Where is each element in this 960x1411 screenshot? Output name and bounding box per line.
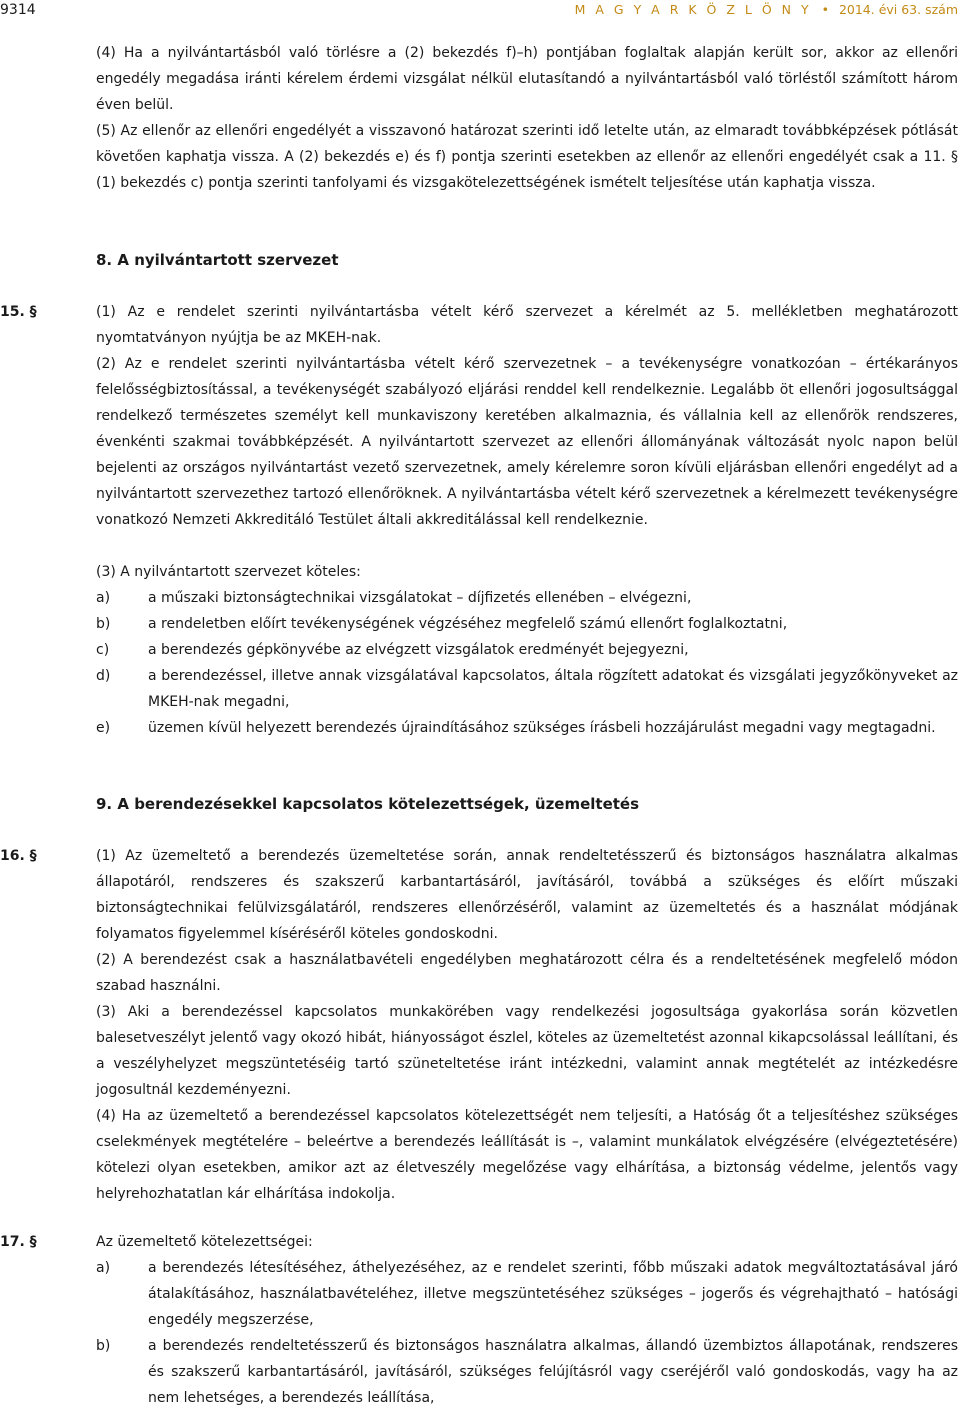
page-number: 9314	[0, 2, 36, 18]
page-header	[0, 0, 960, 24]
running-header	[575, 0, 958, 20]
s17-list-item: b) a berendezés rendeltetésszerű és biztonságos használatra alkalmas, állandó üzembiztos állapotának, rendszeres és szakszerű karbantartásáról, javításáról, szükséges felújításról vagy cseréjéről való gondoskodás, vagy ha az nem lehetséges, a berendezés leállítása,	[96, 1338, 958, 1406]
s15-paragraph-2: (2) Az e rendelet szerinti nyilvántartásba vételt kérő szervezetnek – a tevékenységre vonatkozóan – értékarányos felelősségbiztosítással, a tevékenységét szabályozó eljárási renddel kell rendelkeznie. Legalább öt ellenőri jogosultsággal rendelkező természetes személyt kell munkaviszony keretében alkalmaznia, és vállalnia kell az ellenőrök rendszeres, évenkénti szakmai továbbképzését. A nyilvántartott szervezet az ellenőri állományának változását nyolc napon belül bejelenti az országos nyilvántartást vezető szervezetnek, amely kérelemre soron kívüli eljárásban ellenőri engedélyt ad a nyilvántartott szervezethez tartozó ellenőröknek. A nyilvántartásba vételt kérő szervezetnek a kérelmezett tevékenységre vonatkozó Nemzeti Akkreditáló Testület általi akkreditálással kell rendelkeznie.	[96, 356, 958, 528]
s15-list-item: e) üzemen kívül helyezett berendezés újraindításához szükséges írásbeli hozzájárulást megadni vagy megtagadni.	[96, 720, 936, 736]
s15-paragraph-1: (1) Az e rendelet szerinti nyilvántartásba vételt kérő szervezet a kérelmét az 5. mellékletben meghatározott nyomtatványon nyújtja be az MKEH-nak.	[96, 304, 958, 346]
s15-list-item: d) a berendezéssel, illetve annak vizsgálatával kapcsolatos, általa rögzített adatokat és vizsgálati jegyzőkönyveket az MKEH-nak megadni,	[96, 668, 958, 710]
s15-paragraph-3: (3) A nyilvántartott szervezet köteles:	[96, 564, 361, 580]
s15-list-item: b) a rendeletben előírt tevékenységének végzéséhez megfelelő számú ellenőrt foglalkoztatni,	[96, 616, 788, 632]
paragraph-5-prev: (5) Az ellenőr az ellenőri engedélyét a visszavonó határozat szerinti idő letelte után, az elmaradt továbbképzések pótlását követően kaphatja vissza. A (2) bekezdés e) és f) pontja szerinti esetekben az ellenőr az ellenőri engedélyét csak a 11. § (1) bekezdés c) pontja szerinti tanfolyami és vizsgakötelezettségének ismételt teljesítése után kaphatja vissza.	[96, 123, 958, 191]
paragraph-4-prev: (4) Ha a nyilvántartásból való törlésre a (2) bekezdés f)–h) pontjában foglaltak alapján került sor, akkor az ellenőri engedély megadása iránti kérelem érdemi vizsgálat nélkül elutasítandó a nyilvántartásból való törléstől számított három éven belül.	[96, 45, 958, 113]
s16-paragraph-2: (2) A berendezést csak a használatbavételi engedélyben meghatározott célra és a rendeltetésének megfelelő módon szabad használni.	[96, 952, 958, 994]
section-16-number: 16. §	[0, 848, 37, 864]
section-8-title: 8. A nyilvántartott szervezet	[96, 251, 339, 269]
header-bullet: •	[821, 2, 829, 17]
section-15-number: 15. §	[0, 304, 37, 320]
s16-paragraph-3: (3) Aki a berendezéssel kapcsolatos munkakörében vagy rendelkezési jogosultsága gyakorlása során közvetlen balesetveszélyt jelentő vagy okozó hibát, hiányosságot észlel, köteles az üzemeltetést azonnal kikapcsolással leállítani, és a veszélyhelyzet megszüntetéséig tartó szüneteltetése iránt intézkedni, valamint annak megtételét az intézkedésre jogosultnál kezdeményezni.	[96, 1004, 958, 1098]
journal-title: M A G Y A R K Ö Z L Ö N Y	[574, 2, 812, 17]
s17-list-item: a) a berendezés létesítéséhez, áthelyezéséhez, az e rendelet szerinti, főbb műszaki adatok megváltoztatásával járó átalakításához, használatbavételéhez, illetve megszüntetéséhez szükséges – jogerős és végrehajtható – hatósági engedély megszerzése,	[96, 1260, 958, 1328]
s17-intro: Az üzemeltető kötelezettségei:	[96, 1234, 313, 1250]
section-17-number: 17. §	[0, 1234, 37, 1250]
section-9-title: 9. A berendezésekkel kapcsolatos kötelezettségek, üzemeltetés	[96, 795, 640, 813]
s15-list-item: c) a berendezés gépkönyvébe az elvégzett vizsgálatok eredményét bejegyezni,	[96, 642, 689, 658]
s15-list-item: a) a műszaki biztonságtechnikai vizsgálatokat – díjfizetés ellenében – elvégezni,	[96, 590, 692, 606]
s16-paragraph-4: (4) Ha az üzemeltető a berendezéssel kapcsolatos kötelezettségét nem teljesíti, a Hatóság őt a teljesítéshez szükséges cselekmények megtételére – beleértve a berendezés leállítását is –, valamint munkálatok elvégzésére (elvégeztetésére) kötelezi olyan esetekben, amikor azt az életveszély megelőzése vagy elhárítása, a biztonság védelme, jelentős vagy helyrehozhatatlan kár elhárítása indokolja.	[96, 1108, 958, 1202]
issue-number: 2014. évi 63. szám	[838, 2, 958, 17]
s16-paragraph-1: (1) Az üzemeltető a berendezés üzemeltetése során, annak rendeltetésszerű és biztonságos használatra alkalmas állapotáról, rendszeres és szakszerű karbantartásáról, javításáról, továbbá a szükséges és előírt műszaki biztonságtechnikai felülvizsgálatáról, rendszeres ellenőrzéséről, valamint az üzemeltetés és a használat módjának folyamatos figyelemmel kíséréséről köteles gondoskodni.	[96, 848, 958, 942]
